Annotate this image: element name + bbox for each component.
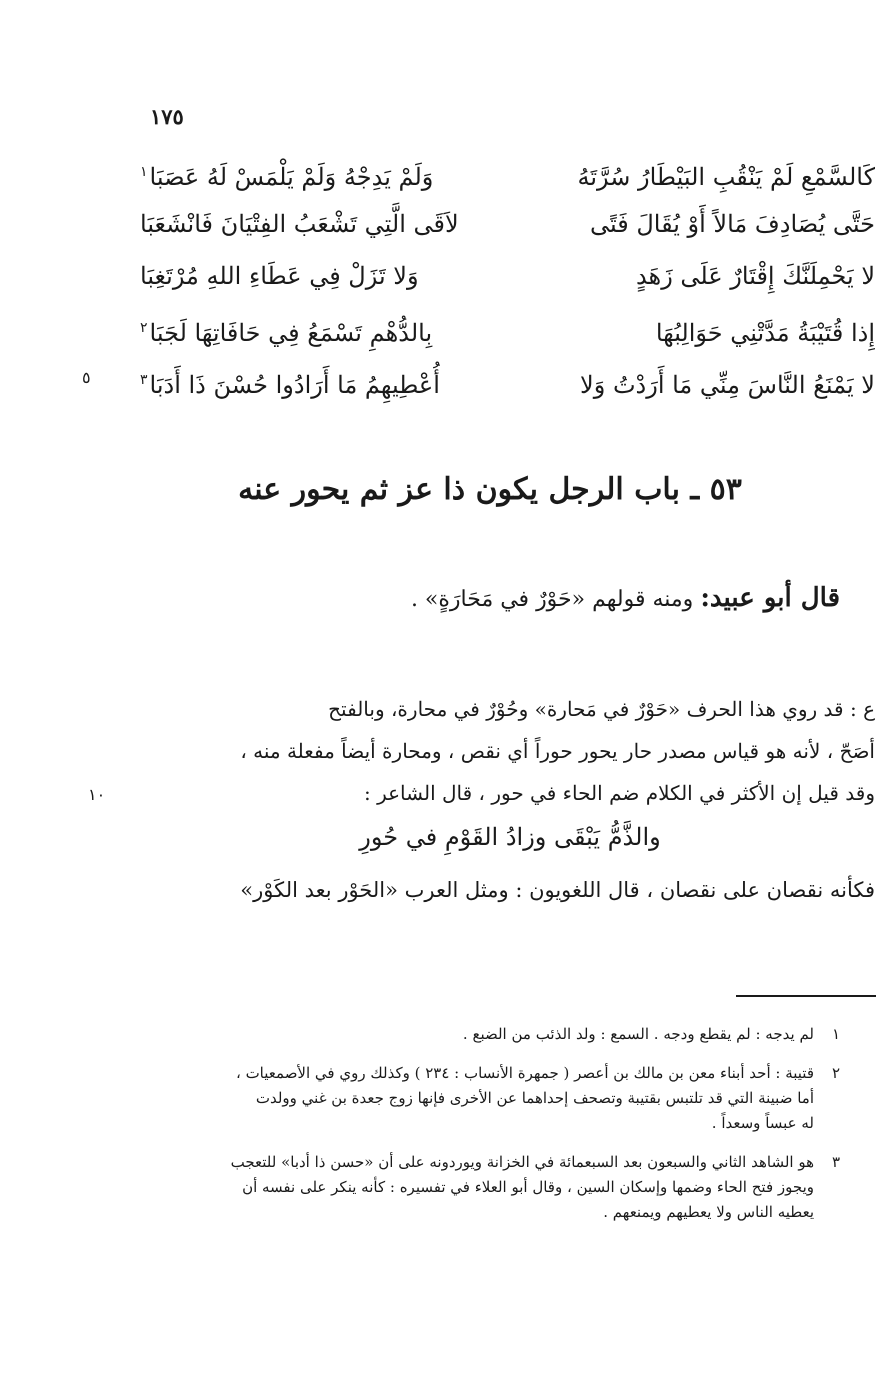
intro-line	[340, 583, 840, 613]
footnote-number: ٢	[831, 1064, 840, 1082]
verse-second-hemistich	[140, 306, 470, 355]
footnote-marker: ١	[140, 164, 148, 180]
footnote-number: ١	[831, 1025, 840, 1043]
footnote-line: ويجوز فتح الحاء وضمها وإسكان السين ، وقال أبو العلاء في تفسيره : كأنه ينكر على نفسه أن	[242, 1178, 814, 1196]
footnote-line: يعطيه الناس ولا يعطيهم ويمنعهم .	[603, 1203, 814, 1221]
footnote-marker: ٢	[140, 320, 148, 336]
footnotes	[150, 1022, 840, 1239]
verse-second-hemistich	[140, 254, 470, 298]
footnote-item	[150, 1150, 840, 1225]
verse-first-hemistich: لا يَمْنَعُ النَّاسَ مِنِّي مَا أَرَدْتُ وَلا	[580, 371, 875, 399]
verse-first-hemistich: كَالسَّمْعِ لَمْ يَنْقُبِ البَيْطَارُ سُرَّتَهُ	[577, 163, 875, 191]
verse-second-text: وَلا تَزَلْ فِي عَطَاءِ اللهِ مُرْتَغِبَا	[140, 262, 419, 290]
footnote-line: له عبساً وسعداً .	[711, 1114, 814, 1132]
footnote-item	[150, 1022, 840, 1047]
quoted-verse: والذَّمُّ يَبْقَى وزادُ القَوْمِ في حُورِ	[359, 823, 661, 851]
verse-second-hemistich	[140, 358, 470, 407]
verse-second-text: بِالدُّهْمِ تَسْمَعُ فِي حَافَاتِهَا لَجَبَا	[149, 319, 433, 347]
footnote-item	[150, 1061, 840, 1136]
verse-first-hemistich: حَتَّى يُصَادِفَ مَالاً أَوْ يُقَالَ فَتًى	[590, 210, 875, 238]
verse-second-hemistich	[140, 150, 470, 199]
footnote-number: ٣	[831, 1153, 840, 1171]
verse-second-hemistich	[140, 202, 470, 246]
page-number: ١٧٥	[150, 104, 184, 129]
verse-line	[140, 202, 875, 254]
verse-line	[140, 150, 875, 202]
paragraph-line: أصَحّ ، لأنه هو قياس مصدر حار يحور حوراً أي نقص ، ومحارة أيضاً مفعلة منه ،	[240, 739, 875, 763]
line-number-marker: ٥	[82, 368, 91, 387]
verse-first-hemistich: إِذا قُتَيْبَةُ مَدَّتْنِي حَوَالِبُهَا	[655, 319, 875, 347]
verse-second-text: وَلَمْ يَدِجْهُ وَلَمْ يَلْمَسْ لَهُ عَصَبَا	[149, 163, 434, 191]
footnote-line: هو الشاهد الثاني والسبعون بعد السبعمائة في الخزانة ويوردونه على أن «حسن ذا أدبا» للتعجب	[230, 1153, 814, 1171]
footnote-line: لم يدجه : لم يقطع ودجه . السمع : ولد الذئب من الضبع .	[462, 1025, 814, 1043]
closing-line: فكأنه نقصان على نقصان ، قال اللغويون : ومثل العرب «الحَوْر بعد الكَوْر»	[240, 878, 875, 902]
chapter-heading: ٥٣ ـ باب الرجل يكون ذا عز ثم يحور عنه	[238, 472, 742, 507]
verse-line	[140, 358, 875, 410]
footnote-separator	[736, 995, 876, 997]
paragraph-line: وقد قيل إن الأكثر في الكلام ضم الحاء في حور ، قال الشاعر :	[363, 781, 875, 805]
commentary-paragraph	[145, 688, 875, 814]
speaker-label: قال أبو عبيد:	[700, 583, 840, 613]
intro-text: ومنه قولهم «حَوْرٌ في مَحَارَةٍ» .	[410, 587, 701, 612]
line-number-marker: ١٠	[88, 785, 106, 804]
footnote-line: أما ضبينة التي قد تلتبس بقتيبة وتصحف إحداهما عن الأخرى فإنها زوج جعدة بن غني وولدت	[255, 1089, 814, 1107]
verse-line	[140, 254, 875, 306]
poem-verses	[140, 150, 875, 410]
verse-second-text: أُعْطِيهِمُ مَا أَرَادُوا حُسْنَ ذَا أَدَبَا	[149, 371, 440, 399]
footnote-line: قتيبة : أحد أبناء معن بن مالك بن أعصر ( جمهرة الأنساب : ٢٣٤ ) وكذلك روي في الأصمعيات ،	[235, 1064, 814, 1082]
paragraph-line: ع : قد روي هذا الحرف «حَوْرٌ في مَحارة» وحُوْرٌ في محارة، وبالفتح	[328, 697, 875, 721]
footnote-marker: ٣	[140, 372, 148, 388]
verse-line	[140, 306, 875, 358]
verse-second-text: لاَقَى الَّتِي تَشْعَبُ الفِتْيَانَ فَانْشَعَبَا	[140, 210, 459, 238]
footnote-text	[150, 1061, 814, 1136]
verse-first-hemistich: لا يَحْمِلَنَّكَ إِقْتَارٌ عَلَى زَهَدٍ	[635, 262, 875, 290]
footnote-text	[150, 1150, 814, 1225]
footnote-text	[150, 1022, 814, 1047]
